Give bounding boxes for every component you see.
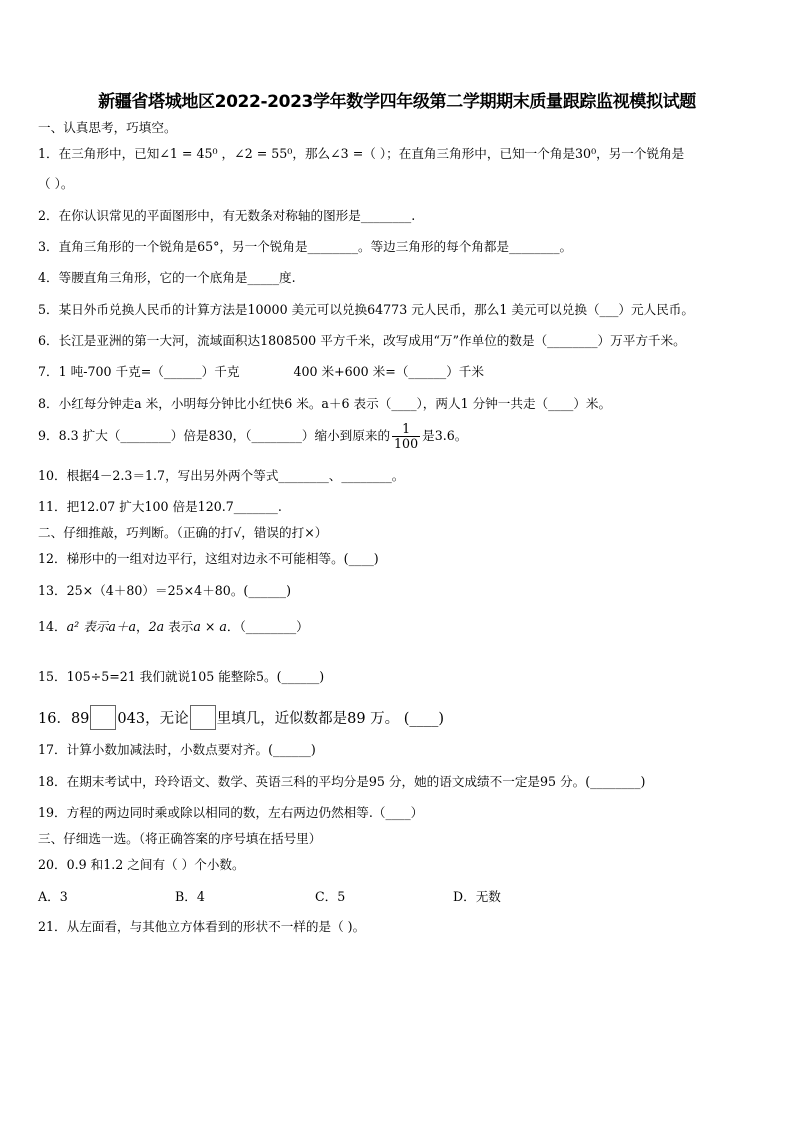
question-12: 12．梯形中的一组对边平行，这组对边永不可能相等。(____) [38, 551, 379, 566]
option-a: A．3 [38, 889, 68, 904]
option-c: C．5 [315, 889, 346, 904]
fraction-one-hundredth [392, 422, 420, 451]
digit-box [190, 705, 216, 730]
question-14-blank: ．（________） [226, 619, 309, 634]
question-16-part-c: 里填几，近似数都是89 万。 (____) [216, 711, 445, 727]
question-9-part-b: 是3.6。 [422, 428, 468, 443]
question-13: 13．25×（4＋80）＝25×4＋80。(______) [38, 583, 292, 598]
question-9-part-a: 9．8.3 扩大（________）倍是830，（________）缩小到原来的 [38, 428, 391, 443]
question-15: 15．105÷5=21 我们就说105 能整除5。(______) [38, 669, 325, 684]
question-16-part-b: 043，无论 [117, 711, 189, 727]
question-14 [38, 618, 309, 636]
question-6: 6．长江是亚洲的第一大河，流域面积达1808500 平方千米，改写成用“万”作单位的数是（________）万平方千米。 [38, 333, 686, 348]
question-11: 11．把12.07 扩大100 倍是120.7_______. [38, 499, 282, 514]
question-14-a-times-a: a × a [193, 619, 227, 634]
question-18: 18．在期末考试中，玲玲语文、数学、英语三科的平均分是95 分，她的语文成绩不一定是95 分。(________) [38, 774, 646, 789]
question-3: 3．直角三角形的一个锐角是65°，另一个锐角是________。等边三角形的每个角都是________。 [38, 239, 573, 254]
question-17: 17．计算小数加减法时，小数点要对齐。(______) [38, 742, 316, 757]
question-14-comma: ， [136, 619, 149, 634]
question-14-number: 14． [38, 619, 67, 634]
question-7 [38, 363, 484, 381]
question-9 [38, 422, 467, 451]
question-16 [38, 705, 444, 730]
question-14-denotes: 表示 [164, 619, 194, 634]
question-4: 4．等腰直角三角形，它的一个底角是_____度. [38, 270, 296, 285]
question-14-a-plus-a: a＋a [108, 619, 136, 634]
question-1-line-1: 1．在三角形中，已知∠1 = 45⁰ ，∠2 = 55⁰，那么∠3 =（ ）；在直角三角形中，已知一个角是30⁰，另一个锐角是 [38, 146, 685, 161]
question-14-a-squared: a² 表示 [66, 619, 109, 634]
fraction-numerator: 1 [392, 422, 420, 437]
question-5: 5．某日外币兑换人民币的计算方法是10000 美元可以兑换64773 元人民币，那么1 美元可以兑换（___）元人民币。 [38, 302, 694, 317]
question-16-part-a: 16．89 [38, 711, 90, 727]
section-2-heading: 二、仔细推敲，巧判断。（正确的打√，错误的打×） [38, 525, 328, 540]
option-b: B．4 [175, 889, 205, 904]
question-7-part-b: 400 米+600 米=（______）千米 [293, 364, 484, 379]
question-2: 2．在你认识常见的平面图形中，有无数条对称轴的图形是________. [38, 208, 416, 223]
question-8: 8．小红每分钟走a 米，小明每分钟比小红快6 米。a＋6 表示（____），两人1 分钟一共走（____）米。 [38, 396, 612, 411]
option-d: D．无数 [453, 889, 501, 904]
section-1-heading: 一、认真思考，巧填空。 [38, 120, 177, 135]
digit-box [90, 705, 116, 730]
fraction-denominator: 100 [394, 436, 419, 451]
section-3-heading: 三、仔细选一选。（将正确答案的序号填在括号里） [38, 831, 322, 846]
question-19: 19．方程的两边同时乘或除以相同的数，左右两边仍然相等.（____） [38, 805, 424, 820]
question-14-two-a: 2a [148, 619, 165, 634]
page-title: 新疆省塔城地区2022-2023学年数学四年级第二学期期末质量跟踪监视模拟试题 [98, 92, 696, 112]
question-10: 10．根据4－2.3＝1.7，写出另外两个等式________、________。 [38, 468, 405, 483]
question-21: 21．从左面看，与其他立方体看到的形状不一样的是（ )。 [38, 919, 366, 934]
question-1-line-2: （ ）。 [38, 176, 74, 191]
question-20: 20．0.9 和1.2 之间有（ ）个小数。 [38, 857, 245, 872]
question-7-part-a: 7．1 吨-700 千克=（______）千克 [38, 364, 240, 379]
